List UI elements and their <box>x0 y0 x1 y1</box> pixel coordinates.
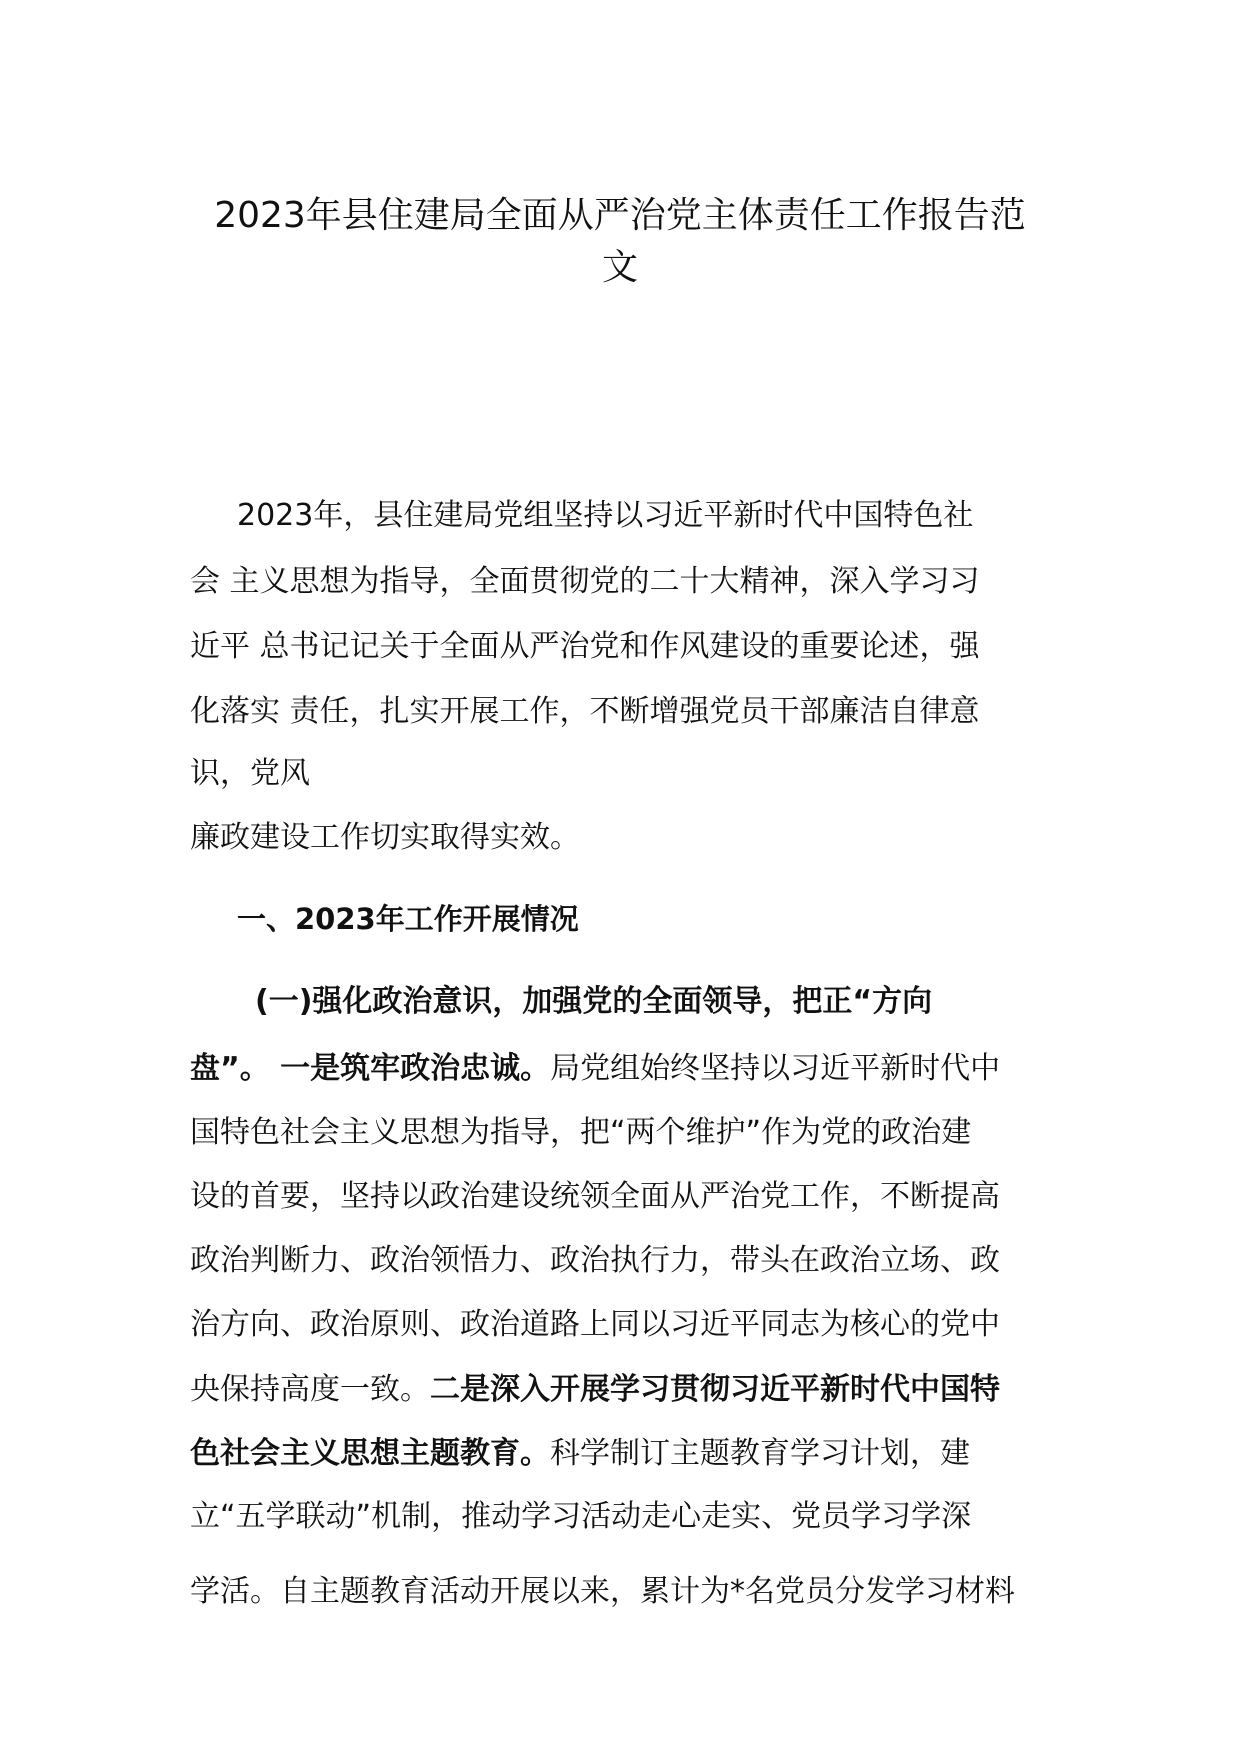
body-line-yang <box>190 1370 1000 1410</box>
body-line-1: 国特色社会主义思想为指导，把“两个维护”作为党的政治建 <box>190 1115 972 1150</box>
intro-line-1: 2023年，县住建局党组坚持以习近平新时代中国特色社 <box>237 498 974 533</box>
title-line-2: 文 <box>601 247 638 288</box>
body-line-pan <box>190 1049 1000 1089</box>
intro-line-2: 会 主义思想为指导，全面贯彻党的二十大精神，深入学习习 <box>190 564 980 599</box>
title-line-1: 2023年县住建局全面从严治党主体责任工作报告范 <box>214 195 1026 236</box>
section-heading: 一、2023年工作开展情况 <box>237 902 579 936</box>
intro-line-3: 近平 总书记记关于全面从严治党和作风建设的重要论述，强 <box>190 629 980 664</box>
body-line-4: 治方向、政治原则、政治道路上同以习近平同志为核心的党中 <box>190 1307 1000 1342</box>
body-line-yang-bold: 二是深入开展学习贯彻习近平新时代中国特 <box>430 1372 1000 1407</box>
intro-line-6: 廉政建设工作切实取得实效。 <box>190 820 580 855</box>
body-line-pan-bold: 盘”。 一是筑牢政治忠诚。 <box>190 1051 551 1086</box>
body-line-se <box>190 1434 970 1474</box>
body-line-se-bold: 色社会主义思想主题教育。 <box>190 1436 550 1471</box>
document-title <box>160 190 1080 294</box>
body-line-yang-normal: 央保持高度一致。 <box>190 1372 430 1407</box>
body-line-xue: 学活。自主题教育活动开展以来，累计为*名党员分发学习材料 <box>190 1574 1015 1609</box>
body-line-pan-rest: 局党组始终坚持以习近平新时代中 <box>550 1051 1001 1086</box>
body-line-3: 政治判断力、政治领悟力、政治执行力，带头在政治立场、政 <box>190 1243 1000 1278</box>
body-line-2: 设的首要，坚持以政治建设统领全面从严治党工作，不断提高 <box>190 1179 1000 1214</box>
intro-line-4: 化落实 责任，扎实开展工作，不断增强党员干部廉洁自律意 <box>190 694 980 729</box>
sub-heading: (一)强化政治意识，加强党的全面领导，把正“方向 <box>255 984 933 1019</box>
body-line-li: 立“五学联动”机制，推动学习活动走心走实、党员学习学深 <box>190 1499 972 1534</box>
intro-line-5: 识，党风 <box>190 756 310 791</box>
body-line-se-rest: 科学制订主题教育学习计划，建 <box>550 1436 970 1471</box>
